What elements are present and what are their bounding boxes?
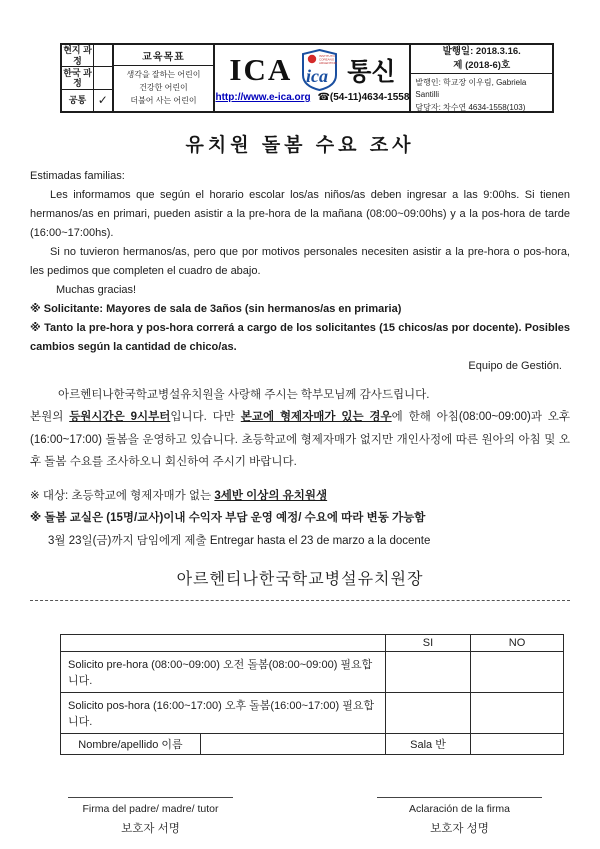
manager-line: 담당자: 차수연 4634-1558(103): [415, 103, 526, 113]
signature-caption-kr: 보호자 서명: [121, 823, 180, 836]
signoff: Equipo de Gestión.: [468, 360, 562, 373]
pos-hora-si-cell[interactable]: [386, 693, 471, 734]
spanish-note-2: ※ Tanto la pre-hora y pos-hora correrá a cargo de los solicitantes (15 chicos/as por docente). Posibles cambios según la cantidad de chico/as.: [30, 322, 570, 354]
goal-line: 생각을 잘하는 어린이: [126, 70, 201, 80]
emphasis-segment: 3세반 이상의 유치원생: [214, 489, 328, 502]
issue-number: 제 (2018-6)호: [453, 59, 511, 71]
text-segment: 에 한해 아침(08:00~09:00)과 오후(16:00~17:00) 돌봄을 운영하고 있습니다. 초등학교에 형제자매가 없지만 개인사정에 따른 원아의 아침 및 오후 돌봄 수요를 조사하오니 회신하여 주시기 바랍니다.: [30, 411, 570, 468]
director-title: 아르헨티나한국학교병설유치원장: [176, 571, 424, 589]
sala-label-cell: Sala 반: [386, 734, 471, 755]
korean-section: [30, 384, 570, 473]
spanish-section: [30, 167, 570, 376]
goal-line: 건강한 어린이: [139, 83, 188, 93]
svg-text:COREANO: COREANO: [319, 57, 335, 62]
emphasis-segment: 본교에 형제자매가 있는 경우: [240, 411, 392, 424]
publisher-line: 발행인: 학교장 이우림, Gabriela Santilli: [415, 77, 527, 100]
spanish-paragraph-1: Les informamos que según el horario escolar los/as niños/as deben ingresar a las 9:00hs. Si tienen hermanos/as en primari, pueden asistir a la pre-hora de la mañana (08:00~09:00hs) y a la pos-hora de tarde (16:00~17:00hs).: [30, 189, 570, 240]
pos-hora-request-label: Solicito pos-hora (16:00~17:00) 오후 돌봄(16:00~17:00) 필요합니다.: [61, 693, 386, 734]
education-goals-cell: [114, 45, 216, 111]
pre-hora-no-cell[interactable]: [471, 652, 564, 693]
clarification-caption-kr: 보호자 성명: [430, 823, 489, 836]
signature-right-block: [377, 797, 542, 836]
course-label: 한국 과정: [62, 67, 94, 88]
checkmark-icon: ✓: [97, 93, 108, 108]
pre-hora-si-cell[interactable]: [386, 652, 471, 693]
table-footer-row: [61, 734, 564, 755]
table-row: [61, 693, 564, 734]
pre-hora-request-label: Solicito pre-hora (08:00~09:00) 오전 돌봄(08:00~09:00) 필요합니다.: [61, 652, 386, 693]
course-row-local: [62, 45, 112, 67]
goal-line: 더불어 사는 어린이: [130, 95, 197, 105]
korean-note-2: ※ 돌봄 교실은 (15명/교사)이내 수익자 부담 운영 예정/ 수요에 따라 변동 가능함: [30, 512, 426, 525]
dashed-separator: [30, 600, 570, 601]
masthead-table: [60, 43, 554, 113]
course-label: 현지 과정: [62, 45, 94, 66]
issue-top: [411, 45, 552, 74]
submit-deadline-line: 3월 23일(금)까지 담임에게 제출 Entregar hasta el 23 de marzo a la docente: [48, 534, 431, 547]
text-segment: 입니다. 다만: [170, 411, 241, 424]
course-row-korean: [62, 67, 112, 89]
course-check-cell: [94, 67, 112, 88]
empty-header-cell: [61, 635, 386, 652]
website-link[interactable]: http://www.e-ica.org: [215, 92, 311, 103]
clarification-caption-es: Aclaración de la firma: [409, 803, 510, 816]
brand-suffix: 통신: [347, 58, 396, 86]
sala-input-cell[interactable]: [471, 734, 564, 755]
phone-number: ☎(54-11)4634-1558: [317, 92, 410, 103]
brand-contact-row: [215, 92, 409, 103]
table-header-row: [61, 635, 564, 652]
korean-note-1: [30, 485, 570, 507]
spanish-note-1: ※ Solicitante: Mayores de sala de 3años (sin hermanos/as en primaria): [30, 303, 402, 316]
text-segment: 본원의: [30, 411, 70, 424]
emphasis-segment: 등원시간은 9시부터: [69, 411, 171, 424]
signature-area: [30, 797, 570, 836]
issue-info-cell: [411, 45, 552, 111]
salutation: Estimadas familias:: [30, 170, 125, 182]
course-row-common: [62, 90, 112, 111]
svg-text:ica: ica: [306, 66, 329, 86]
signature-left-block: [68, 797, 233, 836]
issue-date: 발행일: 2018.3.16.: [442, 46, 521, 57]
pos-hora-no-cell[interactable]: [471, 693, 564, 734]
korean-notes: [30, 485, 570, 552]
table-row: [61, 652, 564, 693]
course-type-table: [62, 45, 114, 111]
name-input-cell[interactable]: [201, 734, 386, 755]
course-label: 공통: [62, 90, 94, 111]
ica-school-logo-icon: [301, 49, 338, 91]
signature-line: [377, 797, 542, 798]
no-column-header: NO: [471, 635, 564, 652]
brand-row: [229, 45, 395, 92]
signature-caption-es: Firma del padre/ madre/ tutor: [82, 803, 219, 816]
course-check-cell: [94, 45, 112, 66]
thanks-line: Muchas gracias!: [56, 284, 137, 297]
education-goals-title: 교육목표: [114, 45, 214, 66]
svg-text:INSTITUTO: INSTITUTO: [319, 54, 335, 58]
signature-line: [68, 797, 233, 798]
brand-cell: [215, 45, 411, 111]
korean-paragraph-1: 아르헨티나한국학교병설유치원을 사랑해 주시는 학부모님께 감사드립니다.: [58, 389, 430, 402]
page-title: 유치원 돌봄 수요 조사: [185, 135, 415, 156]
name-label-cell: Nombre/apellido 이름: [61, 734, 201, 755]
si-column-header: SI: [386, 635, 471, 652]
text-segment: ※ 대상: 초등학교에 형제자매가 없는: [30, 489, 215, 502]
svg-text:ARGENTINO: ARGENTINO: [319, 61, 338, 65]
care-demand-table: [60, 634, 564, 755]
education-goals-lines: [114, 66, 214, 111]
brand-name: ICA: [229, 52, 293, 87]
korean-paragraph-2: [30, 406, 570, 473]
issue-bottom: [411, 74, 552, 115]
spanish-paragraph-2: Si no tuvieron hermanos/as, pero que por motivos personales necesiten asistir a la pre-hora o pos-hora, les pedimos que completen el cuadro de abajo.: [30, 246, 570, 278]
